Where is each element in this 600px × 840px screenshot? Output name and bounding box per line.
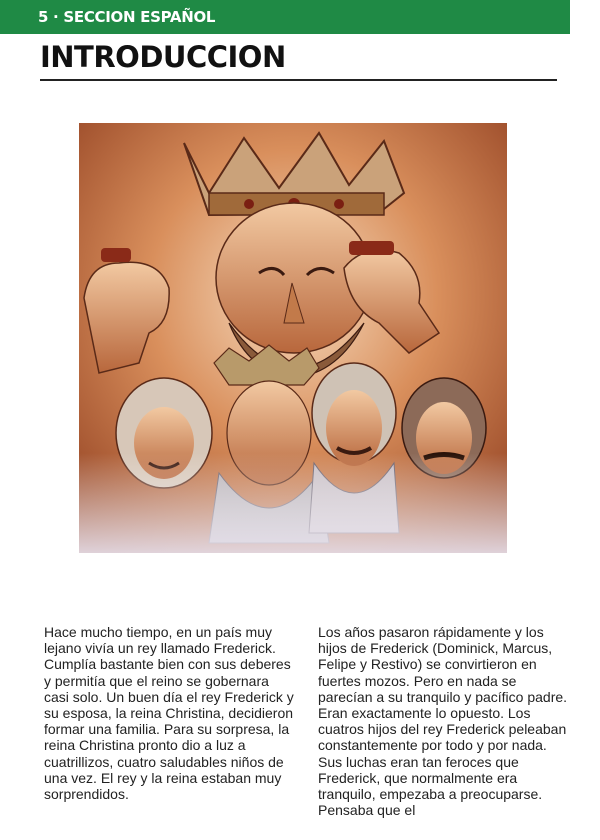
title-underline [40,79,557,81]
paragraph-left: Hace mucho tiempo, en un país muy lejano vivía un rey llamado Frederick. Cumplía bastante bien con sus deberes y permitía que el reino se gobernara casi solo. Un buen día el rey Frederick y su esposa, la reina Christina, decidieron formar una familia. Para su sorpresa, la reina Christina pronto dio a luz a cuatrillizos, cuatro saludables niños de una vez. El rey y la reina estaban muy sorprendidos. [44,624,294,803]
body-column-left [44,624,294,802]
king-illustration [79,123,507,553]
body-column-right [318,624,568,818]
paragraph-right: Los años pasaron rápidamente y los hijos de Frederick (Dominick, Marcus, Felipe y Restivo) se convirtieron en fuertes mozos. Pero en nada se parecían a su tranquilo y pacífico padre. Eran exactamente lo opuesto. Los cuatros hijos del rey Frederick peleaban constantemente por todo y por nada. Sus luchas eran tan feroces que Frederick, que normalmente era tranquilo, empezaba a preocuparse. Pensaba que el [318,624,568,819]
page-title: INTRODUCCION [40,40,286,74]
section-header-bar: 5 · SECCION ESPAÑOL [0,0,570,34]
